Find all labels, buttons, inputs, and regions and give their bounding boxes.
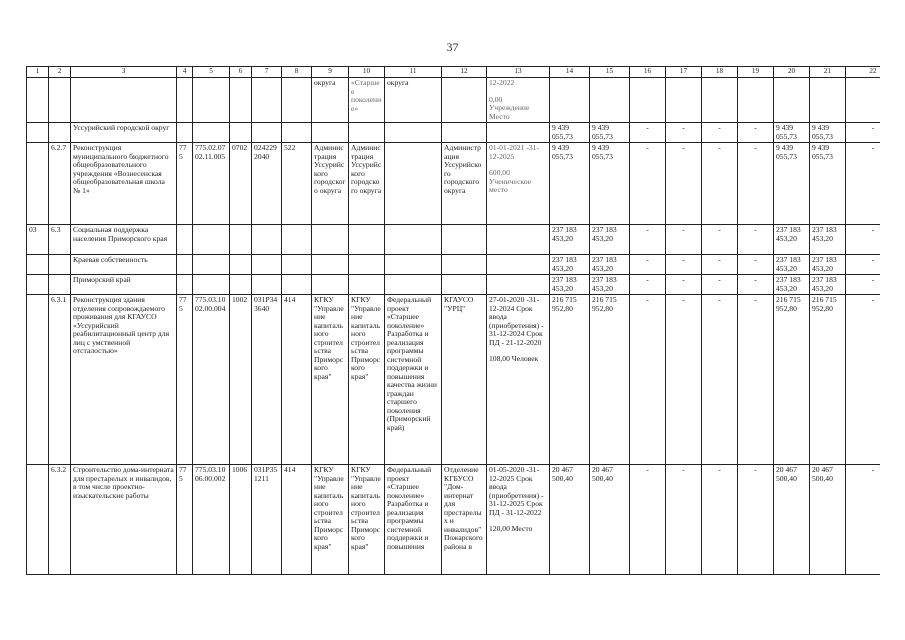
table-cell bbox=[487, 78, 550, 123]
table-cell bbox=[177, 78, 193, 123]
table-cell bbox=[349, 255, 385, 275]
amount-cell: - bbox=[630, 143, 666, 225]
amount-cell: - bbox=[846, 143, 881, 225]
period-text: 12-2022 bbox=[489, 78, 515, 87]
amount-cell: - bbox=[666, 465, 702, 575]
table-cell: «Старшее поколение» bbox=[349, 78, 385, 123]
header-cell: 13 bbox=[487, 67, 550, 78]
table-row bbox=[27, 465, 881, 575]
table-cell bbox=[630, 78, 666, 123]
table-cell bbox=[810, 78, 846, 123]
amount-cell: - bbox=[666, 255, 702, 275]
table-cell: Администрация Уссурийского городского округа bbox=[349, 143, 385, 225]
table-cell bbox=[487, 465, 550, 575]
header-cell: 8 bbox=[282, 67, 312, 78]
header-cell: 17 bbox=[666, 67, 702, 78]
amount-cell: - bbox=[666, 143, 702, 225]
header-cell: 5 bbox=[193, 67, 230, 78]
amount-cell: - bbox=[738, 123, 774, 143]
header-cell: 22 bbox=[846, 67, 881, 78]
table-cell: 03 bbox=[27, 225, 49, 255]
amount-cell: - bbox=[702, 275, 738, 295]
table-cell bbox=[487, 143, 550, 225]
table-cell: 775.03.10 06.00.002 bbox=[193, 465, 230, 575]
table-cell: КГАУСО "УРЦ" bbox=[442, 295, 487, 465]
header-cell: 21 bbox=[810, 67, 846, 78]
header-cell: 15 bbox=[590, 67, 630, 78]
amount-cell: 9 439 055,73 bbox=[590, 143, 630, 225]
table-cell: Отделение КГБУСО "Дом-интернат для престарелых и инвалидов" Пожарского района в bbox=[442, 465, 487, 575]
table-cell bbox=[312, 275, 349, 295]
table-row bbox=[27, 123, 881, 143]
amount-cell: - bbox=[666, 295, 702, 465]
table-cell bbox=[774, 78, 810, 123]
amount-cell: - bbox=[702, 143, 738, 225]
table-row bbox=[27, 275, 881, 295]
table-cell bbox=[385, 123, 442, 143]
amount-cell: 237 183 453,20 bbox=[550, 255, 590, 275]
amount-cell: 237 183 453,20 bbox=[590, 275, 630, 295]
table-cell bbox=[27, 465, 49, 575]
object-name-cell: Строительство дома-интерната для престарелых и инвалидов, в том числе проектно-изыскательские работы bbox=[71, 465, 177, 575]
table-cell: округа bbox=[385, 78, 442, 123]
object-name-cell: Социальная поддержка населения Приморского края bbox=[71, 225, 177, 255]
table-row bbox=[27, 143, 881, 225]
amount-cell: 237 183 453,20 bbox=[810, 275, 846, 295]
header-cell: 6 bbox=[230, 67, 252, 78]
table-cell bbox=[177, 255, 193, 275]
object-name-cell: Реконструкция здания отделения сопровождаемого проживания для КГАУСО «Уссурийский реабилитационный центр для лиц с умственной отсталостью» bbox=[71, 295, 177, 465]
table-cell bbox=[252, 78, 282, 123]
amount-cell: - bbox=[738, 255, 774, 275]
table-cell bbox=[177, 275, 193, 295]
unit-text: Место bbox=[489, 111, 510, 121]
amount-cell: - bbox=[702, 255, 738, 275]
table-cell bbox=[230, 225, 252, 255]
amount-cell: - bbox=[702, 465, 738, 575]
table-cell bbox=[282, 255, 312, 275]
table-cell: 414 bbox=[282, 465, 312, 575]
amount-cell: 20 467 500,40 bbox=[774, 465, 810, 575]
amount-cell: - bbox=[738, 225, 774, 255]
table-cell bbox=[230, 78, 252, 123]
amount-cell: - bbox=[702, 295, 738, 465]
amount-cell: 9 439 055,73 bbox=[810, 143, 846, 225]
table-cell bbox=[193, 275, 230, 295]
table-cell bbox=[442, 78, 487, 123]
page-number: 37 bbox=[446, 40, 459, 54]
capacity-text: 120,00 Место bbox=[489, 524, 533, 533]
table-cell: 775.03.10 02.00.004 bbox=[193, 295, 230, 465]
period-text: 01-01-2021 -31-12-2025 bbox=[489, 143, 539, 161]
unit-text: Ученическое место bbox=[489, 176, 532, 194]
amount-cell: 237 183 453,20 bbox=[550, 275, 590, 295]
table-cell bbox=[177, 225, 193, 255]
header-cell: 3 bbox=[71, 67, 177, 78]
amount-cell: - bbox=[702, 123, 738, 143]
table-cell bbox=[193, 123, 230, 143]
amount-cell: - bbox=[666, 123, 702, 143]
table-cell bbox=[177, 123, 193, 143]
table-cell bbox=[193, 78, 230, 123]
table-cell bbox=[442, 123, 487, 143]
amount-cell: - bbox=[846, 295, 881, 465]
table-cell: 1002 bbox=[230, 295, 252, 465]
table-cell bbox=[27, 143, 49, 225]
table-cell bbox=[252, 123, 282, 143]
table-cell bbox=[442, 225, 487, 255]
table-cell bbox=[487, 295, 550, 465]
amount-cell: 237 183 453,20 bbox=[774, 255, 810, 275]
amount-cell: - bbox=[666, 275, 702, 295]
table-cell: КГКУ "Управление капитального строительства Приморского края" bbox=[349, 465, 385, 575]
table-cell bbox=[385, 275, 442, 295]
header-cell: 4 bbox=[177, 67, 193, 78]
amount-cell: 9 439 055,73 bbox=[550, 143, 590, 225]
period-text: 27-01-2020 -31-12-2024 Срок ввода (приобретения) - 31-12-2024 Срок ПД - 21-12-2020 bbox=[489, 295, 544, 347]
amount-cell: - bbox=[738, 465, 774, 575]
amount-cell: - bbox=[666, 225, 702, 255]
object-name-cell: Реконструкция муниципального бюджетного общеобразовательного учреждения «Вознесенская общеобразовательная школа № 1» bbox=[71, 143, 177, 225]
unit-text: Учреждение bbox=[489, 103, 530, 112]
table-cell: 0702 bbox=[230, 143, 252, 225]
table-cell bbox=[312, 123, 349, 143]
amount-cell: - bbox=[630, 275, 666, 295]
amount-cell: - bbox=[630, 123, 666, 143]
table-cell: Администрация Уссурийского городского округа bbox=[442, 143, 487, 225]
header-cell: 10 bbox=[349, 67, 385, 78]
table-cell: 1006 bbox=[230, 465, 252, 575]
capacity-text: 600,00 bbox=[489, 168, 510, 177]
table-cell bbox=[666, 78, 702, 123]
table-cell: 775 bbox=[177, 465, 193, 575]
table-cell: КГКУ "Управление капитального строительства Приморского края" bbox=[312, 295, 349, 465]
table-cell bbox=[27, 295, 49, 465]
amount-cell: 216 715 952,80 bbox=[550, 295, 590, 465]
header-cell: 1 bbox=[27, 67, 49, 78]
table-cell bbox=[487, 123, 550, 143]
table-cell: КГКУ "Управление капитального строительства Приморского края" bbox=[312, 465, 349, 575]
amount-cell: 237 183 453,20 bbox=[590, 255, 630, 275]
amount-cell: 9 439 055,73 bbox=[590, 123, 630, 143]
table-cell bbox=[27, 255, 49, 275]
amount-cell: 216 715 952,80 bbox=[774, 295, 810, 465]
table-cell: Уссурийский городской округ bbox=[71, 123, 177, 143]
amount-cell: - bbox=[738, 143, 774, 225]
amount-cell: 9 439 055,73 bbox=[774, 143, 810, 225]
header-cell: 11 bbox=[385, 67, 442, 78]
table-cell bbox=[282, 225, 312, 255]
amount-cell: 237 183 453,20 bbox=[774, 225, 810, 255]
amount-cell: 20 467 500,40 bbox=[550, 465, 590, 575]
amount-cell: - bbox=[630, 255, 666, 275]
amount-cell: 9 439 055,73 bbox=[774, 123, 810, 143]
table-cell: Федеральный проект «Старшее поколение» Разработка и реализация программы системной поддержки и повышения bbox=[385, 465, 442, 575]
amount-cell: - bbox=[846, 275, 881, 295]
amount-cell: - bbox=[846, 123, 881, 143]
table-cell bbox=[252, 275, 282, 295]
table-cell bbox=[27, 78, 49, 123]
amount-cell: - bbox=[846, 465, 881, 575]
amount-cell: 20 467 500,40 bbox=[590, 465, 630, 575]
table-cell: Администрация Уссурийского городского округа bbox=[312, 143, 349, 225]
amount-cell: 237 183 453,20 bbox=[774, 275, 810, 295]
table-row bbox=[27, 225, 881, 255]
amount-cell: 237 183 453,20 bbox=[550, 225, 590, 255]
header-cell: 18 bbox=[702, 67, 738, 78]
amount-cell: 9 439 055,73 bbox=[810, 123, 846, 143]
amount-cell: 216 715 952,80 bbox=[810, 295, 846, 465]
table-cell bbox=[27, 275, 49, 295]
table-cell bbox=[442, 275, 487, 295]
table-cell bbox=[252, 225, 282, 255]
table-cell: КГКУ "Управление капитального строительства Приморского края" bbox=[349, 295, 385, 465]
row-number-cell: 6.3.1 bbox=[49, 295, 71, 465]
table-cell bbox=[282, 78, 312, 123]
table-cell bbox=[49, 275, 71, 295]
amount-cell: 9 439 055,73 bbox=[550, 123, 590, 143]
document-table-wrapper bbox=[26, 66, 880, 640]
table-cell bbox=[193, 255, 230, 275]
table-cell: 775 bbox=[177, 295, 193, 465]
header-cell: 14 bbox=[550, 67, 590, 78]
header-cell: 16 bbox=[630, 67, 666, 78]
table-cell bbox=[49, 123, 71, 143]
row-number-cell: 6.2.7 bbox=[49, 143, 71, 225]
table-cell bbox=[312, 255, 349, 275]
amount-cell: - bbox=[846, 225, 881, 255]
amount-cell: 20 467 500,40 bbox=[810, 465, 846, 575]
amount-cell: - bbox=[630, 465, 666, 575]
amount-cell: - bbox=[630, 225, 666, 255]
table-cell bbox=[385, 143, 442, 225]
table-cell bbox=[385, 255, 442, 275]
amount-cell: - bbox=[630, 295, 666, 465]
table-cell bbox=[193, 225, 230, 255]
table-cell bbox=[487, 255, 550, 275]
header-row bbox=[27, 67, 881, 78]
table-cell bbox=[442, 255, 487, 275]
table-cell: 024229 2040 bbox=[252, 143, 282, 225]
table-cell bbox=[230, 255, 252, 275]
amount-cell: 237 183 453,20 bbox=[810, 255, 846, 275]
capacity-text: 0,00 bbox=[489, 94, 503, 104]
table-cell: 031P34 3640 bbox=[252, 295, 282, 465]
header-cell: 12 bbox=[442, 67, 487, 78]
table-cell: 522 bbox=[282, 143, 312, 225]
header-cell: 9 bbox=[312, 67, 349, 78]
capacity-text: 108,00 Человек bbox=[489, 354, 539, 363]
table-cell bbox=[702, 78, 738, 123]
table-cell: 031P35 1211 bbox=[252, 465, 282, 575]
table-cell bbox=[282, 123, 312, 143]
table-cell bbox=[487, 225, 550, 255]
amount-cell: - bbox=[846, 255, 881, 275]
header-cell: 7 bbox=[252, 67, 282, 78]
table-cell bbox=[49, 78, 71, 123]
table-cell bbox=[71, 78, 177, 123]
row-number-cell: 6.3 bbox=[49, 225, 71, 255]
period-text: 01-05-2020 -31-12-2025 Срок ввода (приобретения) - 31-12-2025 Срок ПД - 31-12-2022 bbox=[489, 465, 544, 517]
row-number-cell: 6.3.2 bbox=[49, 465, 71, 575]
table-cell bbox=[349, 275, 385, 295]
table-cell: 775.02.07 02.11.005 bbox=[193, 143, 230, 225]
table-cell bbox=[349, 225, 385, 255]
table-row bbox=[27, 255, 881, 275]
header-cell: 2 bbox=[49, 67, 71, 78]
amount-cell: - bbox=[738, 275, 774, 295]
table-cell bbox=[49, 255, 71, 275]
header-cell: 19 bbox=[738, 67, 774, 78]
table-cell: 414 bbox=[282, 295, 312, 465]
amount-cell: - bbox=[738, 295, 774, 465]
header-cell: 20 bbox=[774, 67, 810, 78]
table-cell bbox=[846, 78, 881, 123]
table-cell bbox=[312, 225, 349, 255]
table-cell bbox=[27, 123, 49, 143]
table-cell: 775 bbox=[177, 143, 193, 225]
investment-objects-table bbox=[26, 66, 880, 575]
table-cell bbox=[230, 275, 252, 295]
table-cell bbox=[590, 78, 630, 123]
amount-cell: 237 183 453,20 bbox=[590, 225, 630, 255]
table-cell bbox=[230, 123, 252, 143]
table-row bbox=[27, 78, 881, 123]
table-cell bbox=[252, 255, 282, 275]
table-cell bbox=[282, 275, 312, 295]
object-name-cell: Краевая собственность bbox=[71, 255, 177, 275]
table-cell: округа bbox=[312, 78, 349, 123]
table-cell: Федеральный проект «Старшее поколение» Разработка и реализация программы системной поддержки и повышения качества жизни граждан старшего поколения (Приморский край) bbox=[385, 295, 442, 465]
amount-cell: - bbox=[702, 225, 738, 255]
table-cell bbox=[738, 78, 774, 123]
table-cell bbox=[385, 225, 442, 255]
table-cell bbox=[487, 275, 550, 295]
table-row bbox=[27, 295, 881, 465]
table-cell bbox=[550, 78, 590, 123]
object-name-cell: Приморский край bbox=[71, 275, 177, 295]
amount-cell: 237 183 453,20 bbox=[810, 225, 846, 255]
table-cell bbox=[349, 123, 385, 143]
amount-cell: 216 715 952,80 bbox=[590, 295, 630, 465]
